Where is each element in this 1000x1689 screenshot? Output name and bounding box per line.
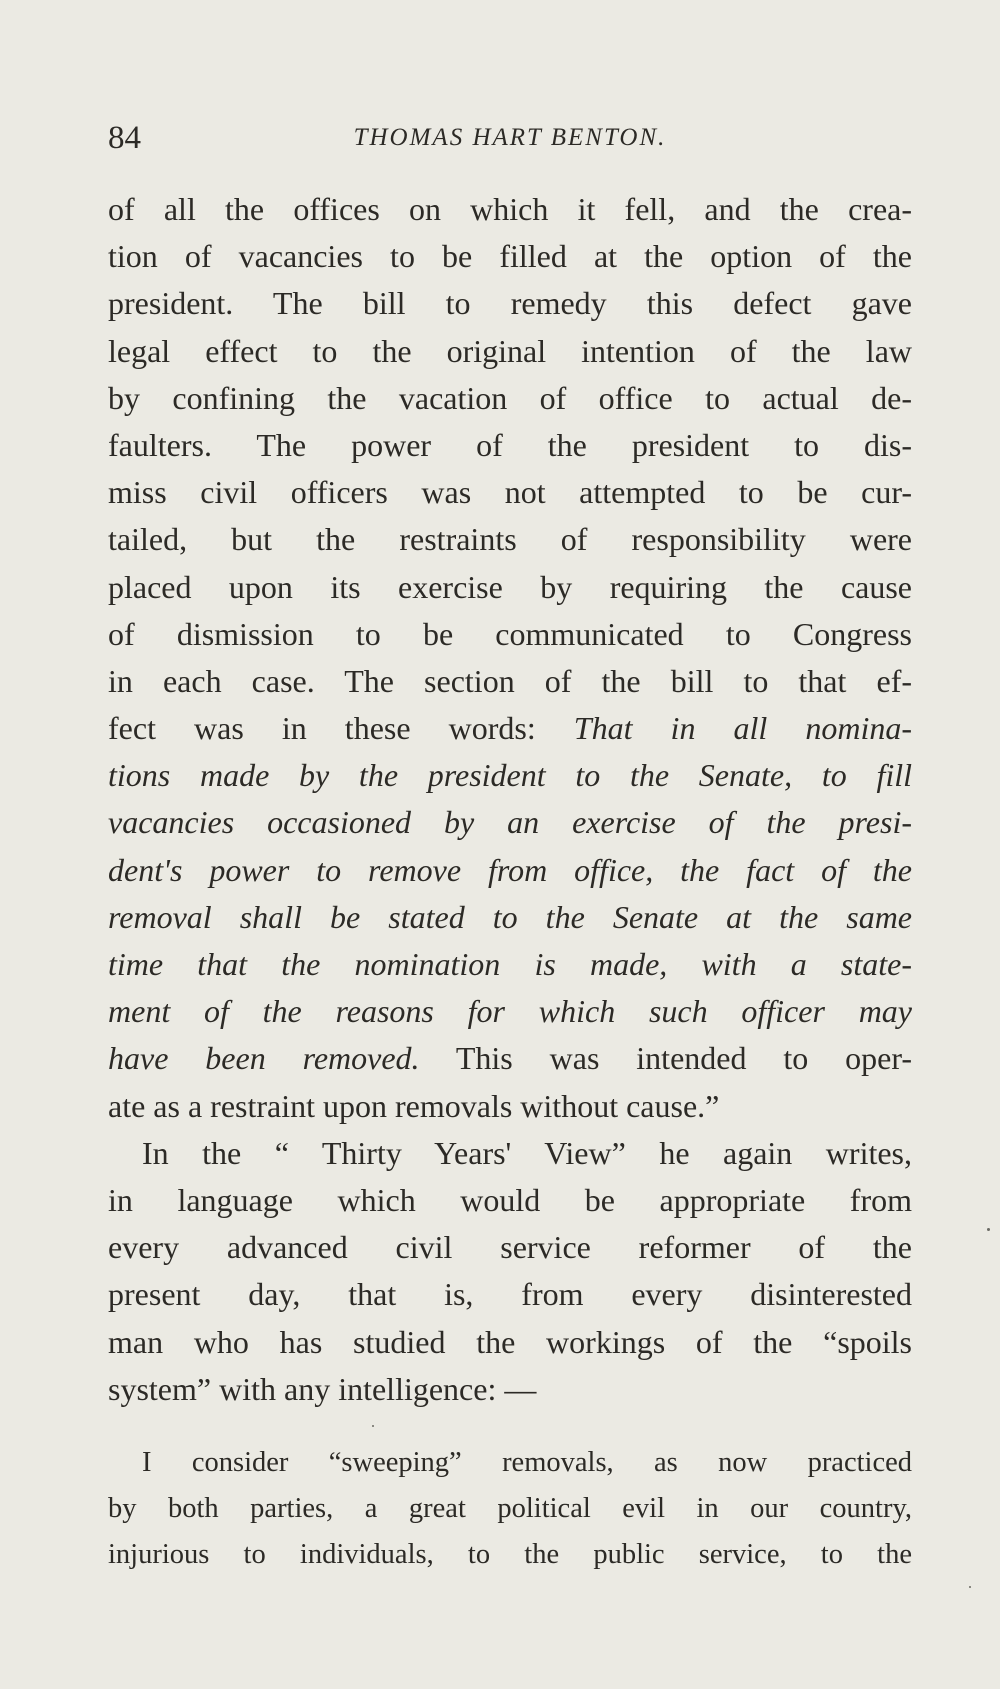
text-line-mixed [108, 705, 912, 752]
text-line-mixed [108, 1035, 912, 1082]
block-quote-line: injurious to individuals, to the public service, to the [108, 1539, 912, 1570]
text-line: tailed, but the restraints of responsibility were [108, 521, 912, 558]
text-line: placed upon its exercise by requiring the cause [108, 568, 912, 605]
text-line: ate as a restraint upon removals without cause.” [108, 1087, 720, 1124]
paragraph-start-line: In the “ Thirty Years' View” he again writes, [142, 1134, 912, 1171]
paper-speck [969, 1586, 971, 1588]
text-line: present day, that is, from every disinterested [108, 1276, 912, 1313]
quoted-law-line: ment of the reasons for which such officer may [108, 993, 912, 1030]
main-paragraphs [108, 186, 912, 1413]
text-line: faulters. The power of the president to dis- [108, 426, 912, 463]
text-line: man who has studied the workings of the “spoils [108, 1323, 912, 1360]
quoted-law-segment: That in all nomina- [573, 710, 913, 747]
text-line: by confining the vacation of office to actual de- [108, 379, 912, 416]
block-quote-line: I consider “sweeping” removals, as now practiced [142, 1447, 912, 1478]
text-line: in language which would be appropriate from [108, 1181, 912, 1218]
quoted-law-line: tions made by the president to the Senate, to fill [108, 757, 912, 794]
text-line: system” with any intelligence: — [108, 1370, 537, 1407]
block-quote [108, 1440, 912, 1578]
text-line: tion of vacancies to be filled at the option of the [108, 238, 912, 275]
text-line: in each case. The section of the bill to that ef- [108, 662, 912, 699]
text-segment: This was intended to oper- [419, 1040, 913, 1077]
text-line: every advanced civil service reformer of the [108, 1229, 912, 1266]
quoted-law-line: time that the nomination is made, with a state- [108, 946, 912, 982]
text-line: miss civil officers was not attempted to be cur- [108, 474, 912, 511]
page-number: 84 [108, 120, 141, 156]
text-line: legal effect to the original intention of the law [108, 332, 912, 369]
quoted-law-line: dent's power to remove from office, the fact of the [108, 851, 912, 888]
paper-speck [372, 1425, 374, 1427]
text-line: president. The bill to remedy this defect gave [108, 285, 912, 322]
quoted-law-line: removal shall be stated to the Senate at the same [108, 898, 912, 935]
quoted-law-segment: have been removed. [108, 1040, 420, 1077]
paper-speck [987, 1228, 990, 1231]
text-line: of dismission to be communicated to Congress [108, 615, 912, 652]
text-segment: fect was in these words: [108, 710, 574, 747]
running-head: THOMAS HART BENTON. [353, 124, 667, 151]
text-line: of all the offices on which it fell, and the crea- [108, 191, 912, 227]
block-quote-line: by both parties, a great political evil in our country, [108, 1493, 912, 1524]
quoted-law-line: vacancies occasioned by an exercise of the presi- [108, 804, 912, 841]
page-header [108, 118, 912, 158]
